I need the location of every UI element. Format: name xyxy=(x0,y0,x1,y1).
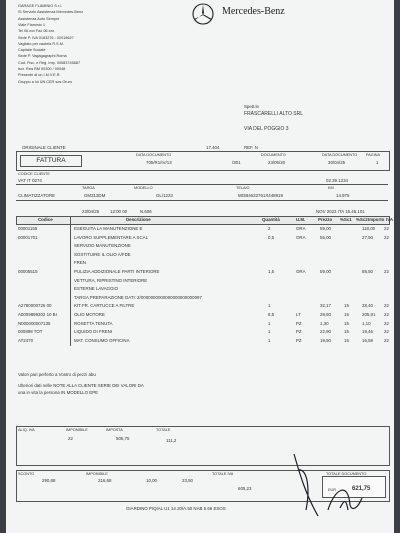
vehicle-date-2: 12:00 00 xyxy=(110,209,128,214)
tot-value-1: 290,88 xyxy=(42,478,56,483)
cell-amount: 205,91 xyxy=(362,312,376,317)
tot-value-4: 23,50 xyxy=(182,478,193,483)
cell-amount: 27,50 xyxy=(362,234,373,240)
cell-desc: OLIO MOTORE xyxy=(74,312,105,317)
vehicle-service-date: NOV 2023 ITA 15.45.101 xyxy=(316,209,365,214)
dealer-line: GARAGE FLAMINIO S.r.l. xyxy=(18,4,62,8)
recipient-address: VIA DEL POGGIO 3 xyxy=(244,126,289,132)
cell-um: ORA xyxy=(296,269,306,274)
cell-qty: 0,5 xyxy=(268,234,275,240)
vehicle-model: GL/1223 xyxy=(156,193,173,198)
ref-value-1: 17.404 xyxy=(206,145,220,150)
km-value: 14.975 xyxy=(336,193,350,198)
cell-code: A2780000726 00 xyxy=(18,303,52,309)
ref-value-2: REF. N xyxy=(244,145,258,150)
cell-qty: 1 xyxy=(268,337,271,343)
cell-price: 22,90 xyxy=(320,329,331,335)
doc-value-4: 30/04/25 xyxy=(328,160,346,165)
vehicle-date-1: 23/04/25 xyxy=(82,209,100,214)
cell-qty: 1 xyxy=(268,320,271,326)
doc-type: FATTURA xyxy=(20,155,82,167)
cell-iva: 22 xyxy=(384,234,389,240)
tot-label-6: IMPONIBILE xyxy=(86,472,108,476)
customer-code: VAT IT 0274 xyxy=(18,178,42,183)
cell-desc: LAVORO SUPPLEMENTARE A SCAL xyxy=(74,234,149,240)
cell-um: PZ xyxy=(296,337,302,343)
tot-label-7: TOTALE IVA xyxy=(212,472,234,476)
cell-iva: 22 xyxy=(384,226,389,231)
vehicle-plate: GM313DM xyxy=(84,193,106,198)
tot-label-5: SCONTO xyxy=(18,472,35,476)
invoice-page xyxy=(6,0,394,533)
cell-code: N000000007135 xyxy=(18,320,51,326)
cell-code: 00001155 xyxy=(18,226,38,231)
customer-vat: 02.39.1234 xyxy=(326,178,348,183)
tot-label-2: IMPONIBILE xyxy=(66,428,88,432)
tot-value-3: 10,00 xyxy=(146,478,157,483)
col-label-2: DOCUMENTO xyxy=(261,153,286,157)
dealer-line: Sì Servizio Assistenza Mercedes-Benz xyxy=(18,10,83,15)
cell-iva: 22 xyxy=(384,312,389,317)
th-amount: Importo xyxy=(368,217,385,222)
th-qty: Quantità xyxy=(262,217,280,222)
cell-desc: FREN xyxy=(74,260,86,266)
vehicle-label-4: KM xyxy=(328,186,334,190)
note-2: Ulteriori dati nelle NOTE ALLA CLIENTE SERIE DEI VALORI DA xyxy=(18,383,144,388)
cell-price: 1,30 xyxy=(320,320,329,326)
th-desc: Descrizione xyxy=(126,217,151,222)
divider xyxy=(16,200,388,201)
cell-price: 55,00 xyxy=(320,234,331,240)
tot-value-5: 605,23 xyxy=(238,486,252,491)
cell-code: A0009899302 10 BI xyxy=(18,312,57,317)
doc-value-2: /301 xyxy=(232,160,241,165)
cell-um: ORA xyxy=(296,226,306,231)
th-sc2: %Sc2 xyxy=(356,217,368,222)
cell-price: 28,50 xyxy=(320,312,331,317)
cell-iva: 22 xyxy=(384,303,389,309)
cell-um: PZ xyxy=(296,320,302,326)
doc-value-1: 705/R1/IV/13 xyxy=(146,160,172,165)
aliquota: 22 xyxy=(68,436,73,441)
divider xyxy=(16,184,388,185)
cell-desc: KIT FR. CARTUCCE A FILTRE xyxy=(74,303,135,309)
col-label-3: DATA DOCUMENTO xyxy=(322,153,358,157)
cell-amount: 118,00 xyxy=(362,226,376,231)
dealer-line: Sede P. IVA 0183276 - 02018627 xyxy=(18,35,74,40)
recipient-name: FRASCARELLI ALTO SRL xyxy=(244,111,304,117)
tot-value-2: 216,68 xyxy=(98,478,112,483)
cell-code: AT2470 xyxy=(18,337,34,343)
dealer-line: Capitale Sociale xyxy=(18,48,46,53)
cell-desc: ROSETTA TENUTA xyxy=(74,320,113,326)
dealer-line: Iscr. Rea RM 00300 / 00048 xyxy=(18,67,66,71)
cell-code: 00005515 xyxy=(18,269,38,274)
cell-qty: 1 xyxy=(268,329,271,335)
cell-sc1: 15 xyxy=(344,303,349,309)
original-label: ORIGINALE CLIENTE xyxy=(22,145,66,150)
imposta-1: 111,2 xyxy=(166,438,177,443)
cell-desc: MAT. CONSUMO OFFICINA xyxy=(74,337,130,343)
th-sc1: %Sc1 xyxy=(340,217,352,222)
cell-iva: 22 xyxy=(384,329,389,335)
imponibile-1: 505,75 xyxy=(116,436,130,441)
cell-desc: VETTURA, RIPRISTINO INTERIORE xyxy=(74,277,148,283)
dealer-line: Sede P. Vagagagraphi Roma xyxy=(18,54,67,59)
cell-sc1: 15 xyxy=(344,320,349,326)
vehicle-service: CLIMATIZZATORE xyxy=(18,193,56,198)
note-3: una in vita la persona IN MODELLO EPE xyxy=(18,390,99,395)
dealer-line: Assistenza Auto Sempre xyxy=(18,16,60,21)
recipient-label: Spett.le xyxy=(244,104,259,109)
cell-price: 32,17 xyxy=(320,303,331,309)
cell-iva: 22 xyxy=(384,337,389,343)
cell-qty: 1,5 xyxy=(268,269,275,274)
cell-iva: 22 xyxy=(384,269,389,274)
currency: EUR xyxy=(328,488,337,492)
col-label-4: PAGINA xyxy=(366,153,381,157)
dealer-line: Vagliato per cautela R.S.M. xyxy=(18,41,64,46)
cell-um: PZ xyxy=(296,329,302,335)
cell-amount: 28,40 xyxy=(362,303,373,309)
doc-value-5: 1 xyxy=(376,160,379,165)
cell-qty: 1 xyxy=(268,303,271,309)
col-label-1: DATA DOCUMENTO xyxy=(136,153,172,157)
dealer-line: Gruppo a lui UN.CER sos.Orum xyxy=(18,79,72,84)
doc-value-3: 23/05/20 xyxy=(268,160,286,165)
col-divider xyxy=(70,216,71,346)
vehicle-label-2: MODELLO xyxy=(134,186,153,190)
cell-um: ORA xyxy=(296,234,306,240)
table-header-row xyxy=(16,216,390,225)
signature-image xyxy=(288,450,371,520)
cell-sc1: 15 xyxy=(344,337,349,343)
dealer-line: Tel 06.xxx Fax 06.xxx xyxy=(18,29,55,34)
cell-amount: 88,50 xyxy=(362,269,373,274)
dealer-line: Cod. Fisc. e Reg. Imp. 00583745687 xyxy=(18,60,81,65)
dealer-line: Presente di un I.M.V.E.R. xyxy=(18,73,61,78)
customer-code-label: CODICE CLIENTE xyxy=(18,172,50,176)
vehicle-label-1: TARGA xyxy=(82,186,95,190)
cell-amount: 19,46 xyxy=(362,329,373,335)
th-um: U.M. xyxy=(296,217,306,222)
grand-total: 621,75 xyxy=(352,486,371,492)
tot-label-4: TOTALE xyxy=(156,428,171,432)
cell-um: LT xyxy=(296,312,301,317)
tot-label-1: ALIQ. IVA xyxy=(18,428,35,432)
cell-desc: SOSTITUIRE IL OLIO A/FDE xyxy=(74,251,131,257)
vehicle-label-3: TELAIO xyxy=(236,186,250,190)
brand-name: Mercedes-Benz xyxy=(222,6,285,17)
th-code: Codice xyxy=(38,217,53,222)
cell-sc1: 15 xyxy=(344,329,349,335)
vehicle-date-3: N.606 xyxy=(140,209,152,214)
cell-desc: TARGA PREPARAZIONE DATI: 2/0000000000000000000000097 xyxy=(74,294,202,300)
cell-price: 19,50 xyxy=(320,337,331,343)
vehicle-vin: WDB4632761X448919 xyxy=(238,193,283,198)
note-1: Valori pari perferto a Vostro di pezzi abu xyxy=(18,372,96,377)
cell-desc: ESEGUITA LA MANUTENZIONE E xyxy=(74,226,143,231)
cell-price: 59,00 xyxy=(320,269,331,274)
cell-iva: 22 xyxy=(384,320,389,326)
tot-label-8: TOTALE DOCUMENTO xyxy=(326,472,367,476)
cell-desc: SERVIZIO MANUTENZIONE xyxy=(74,243,131,249)
cell-code: 00001701 xyxy=(18,234,38,240)
cell-amount: 16,58 xyxy=(362,337,373,343)
cell-desc: LIQUIDO DI FRENI xyxy=(74,329,113,335)
cell-qty: 2 xyxy=(268,226,271,231)
dealer-line: Viale Flaminio 1 xyxy=(18,22,45,27)
cell-desc: PULIZIA ADDIZIONALE PARTI INTERIORE xyxy=(74,269,160,274)
cell-code: 000898 TOT xyxy=(18,329,43,335)
cell-sc1: 15 xyxy=(344,312,349,317)
cell-amount: 1,10 xyxy=(362,320,371,326)
cell-qty: 8,5 xyxy=(268,312,275,317)
mercedes-star-icon xyxy=(192,3,214,25)
th-iva: IVA xyxy=(386,217,393,222)
th-price: Prezzo xyxy=(318,217,333,222)
cell-price: 59,00 xyxy=(320,226,331,231)
cell-desc: ESTERNE LAVAGGIO xyxy=(74,286,118,292)
footer-text: GIARDINO PIQIAL U1 14.20/A.50 NAB 5.66 ESOS xyxy=(126,506,226,511)
tot-label-3: IMPOSTA xyxy=(106,428,123,432)
